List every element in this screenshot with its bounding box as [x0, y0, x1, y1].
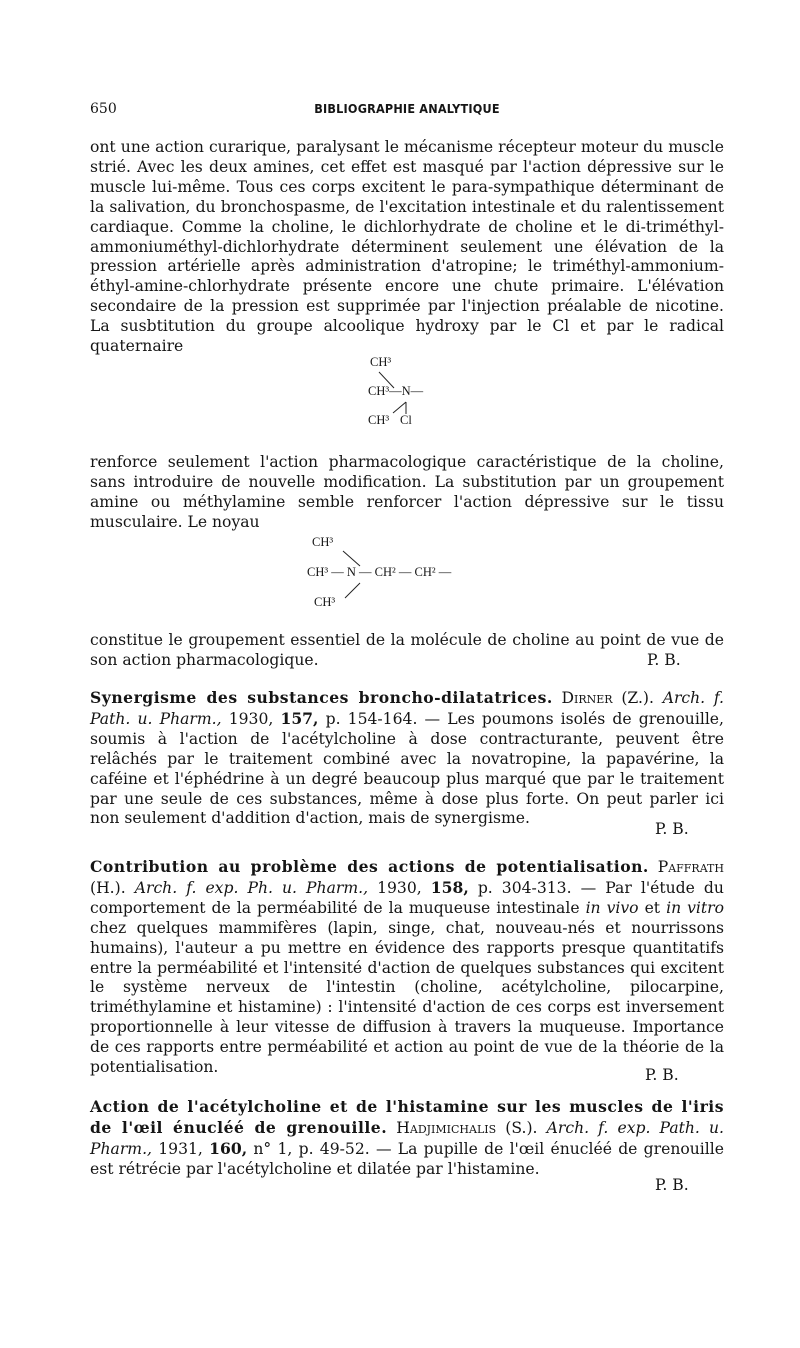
- journal-year: 1931,: [158, 1139, 203, 1158]
- page-number: 650: [90, 101, 117, 117]
- entry-body: et: [644, 898, 661, 917]
- author-signature: P. B.: [647, 651, 681, 669]
- entry-author-initials: (S.).: [505, 1118, 538, 1137]
- author-signature: P. B.: [655, 1176, 689, 1194]
- paragraph-constitue: constitue le groupement essentiel de la molécule de choline au point de vue de son action pharmacologique.: [90, 631, 724, 669]
- author-signature: P. B.: [645, 1066, 679, 1084]
- entry-body: — Par l'étude du comportement de la perméabilité de la muqueuse intestinale: [90, 878, 724, 917]
- entry-author-initials: (H.).: [90, 878, 126, 897]
- formula-middle-row: CH³—N—: [368, 384, 424, 398]
- entry-body: chez quelques mammifères (lapin, singe, chat, nouveau-nés et nourrissons humains), l'auteur a pu mettre en évidence des rapports presque quantitatifs entre la perméabilité et l'intensité d'action de quelques substances qui excitent le système nerveux de l'intestin (choline, acétylcholine, pilocarpine, triméthylamine et histamine) : l'intensité d'action de ces corps est inversement proportionnelle à leur vitesse de diffusion à travers la muqueuse. Importance de ces rapports entre perméabilité et action au point de vue de la théorie de la potentialisation.: [90, 918, 724, 1077]
- entry-body: — Les poumons isolés de grenouille, soumis à l'action de l'acétylcholine à dose contracturante, peuvent être relâchés par le traitement combiné avec la novatropine, la papavérine, la caféine et l'éphédrine à un degré beaucoup plus marqué que par le traitement par une seule de ces substances, même à dose plus forte. On peut parler ici non seulement d'addition d'action, mais de synergisme.: [90, 709, 724, 828]
- chemical-formula-nucleus: [305, 535, 525, 615]
- journal-issue: n° 1,: [253, 1139, 293, 1158]
- entry-title: Action de l'acétylcholine et de l'histamine sur les muscles de l'iris de l'œil énucléé de grenouille.: [90, 1097, 724, 1137]
- journal-year: 1930,: [228, 709, 274, 728]
- abstract-entry: [90, 857, 724, 1078]
- abstract-entry: [90, 688, 724, 829]
- journal-pages: p. 49-52.: [298, 1139, 370, 1158]
- chemical-formula-quaternary-radical: [360, 355, 460, 435]
- entry-author-initials: (Z.).: [621, 689, 654, 707]
- formula-top-group: CH³: [370, 355, 392, 369]
- journal-volume: 158,: [430, 877, 469, 897]
- entry-author: Dirner: [561, 689, 613, 707]
- journal-pages: p. 154-164.: [325, 709, 418, 728]
- paragraph-continued: ont une action curarique, paralysant le mécanisme récepteur moteur du muscle strié. Avec les deux amines, cet effet est masqué par l'action dépressive sur le muscle lui-même. Tous ces corps excitent le para-sympathique déterminant de la salivation, du bronchospasme, de l'excitation intestinale et du ralentissement cardiaque. Comme la choline, le dichlorhydrate de choline et le di-triméthyl-ammoniuméthyl-dichlorhydrate déterminent seulement une élévation de la pression artérielle après administration d'atropine; le triméthyl-ammonium-éthyl-amine-chlorhydrate présente encore une chute primaire. L'élévation secondaire de la pression est supprimée par l'injection préalable de nicotine. La susbtitution du groupe alcoolique hydroxy par le Cl et par le radical quaternaire: [90, 138, 724, 356]
- journal-name: Arch. f. Path. u. Pharm.,: [90, 689, 725, 728]
- running-title: BIBLIOGRAPHIE ANALYTIQUE: [314, 101, 500, 116]
- page-header: [90, 101, 724, 121]
- entry-title: Contribution au problème des actions de potentialisation.: [90, 857, 649, 876]
- journal-name: Arch. f. exp. Path. u. Pharm.,: [90, 1118, 725, 1158]
- formula-middle-row: CH³ — N — CH² — CH² —: [307, 565, 452, 579]
- journal-volume: 160,: [209, 1138, 248, 1158]
- journal-year: 1930,: [377, 878, 422, 897]
- formula-bottom-left: CH³: [368, 413, 390, 427]
- journal-volume: 157,: [280, 708, 319, 728]
- abstract-entry: [90, 1097, 724, 1180]
- formula-bottom-right: Cl: [400, 413, 412, 427]
- entry-body: — La pupille de l'œil énucléé de grenouille est rétrécie par l'acétylcholine et dilatée par l'histamine.: [90, 1139, 724, 1178]
- journal-name: Arch. f. exp. Ph. u. Pharm.,: [134, 878, 369, 897]
- entry-body-italic: in vitro: [666, 898, 724, 917]
- paragraph-renforce: renforce seulement l'action pharmacologique caractéristique de la choline, sans introduire de nouvelle modification. La substitution par un groupement amine ou méthylamine semble renforcer l'action dépressive sur le tissu musculaire. Le noyau: [90, 453, 724, 531]
- entry-title: Synergisme des substances broncho-dilatatrices.: [90, 688, 553, 707]
- entry-author: Hadjimichalis: [396, 1118, 497, 1137]
- entry-author: Paffrath: [657, 858, 724, 876]
- formula-top-group: CH³: [312, 535, 334, 549]
- entry-body-italic: in vivo: [585, 898, 639, 917]
- formula-bottom-group: CH³: [314, 595, 336, 609]
- journal-pages: p. 304-313.: [477, 878, 572, 897]
- author-signature: P. B.: [655, 820, 689, 838]
